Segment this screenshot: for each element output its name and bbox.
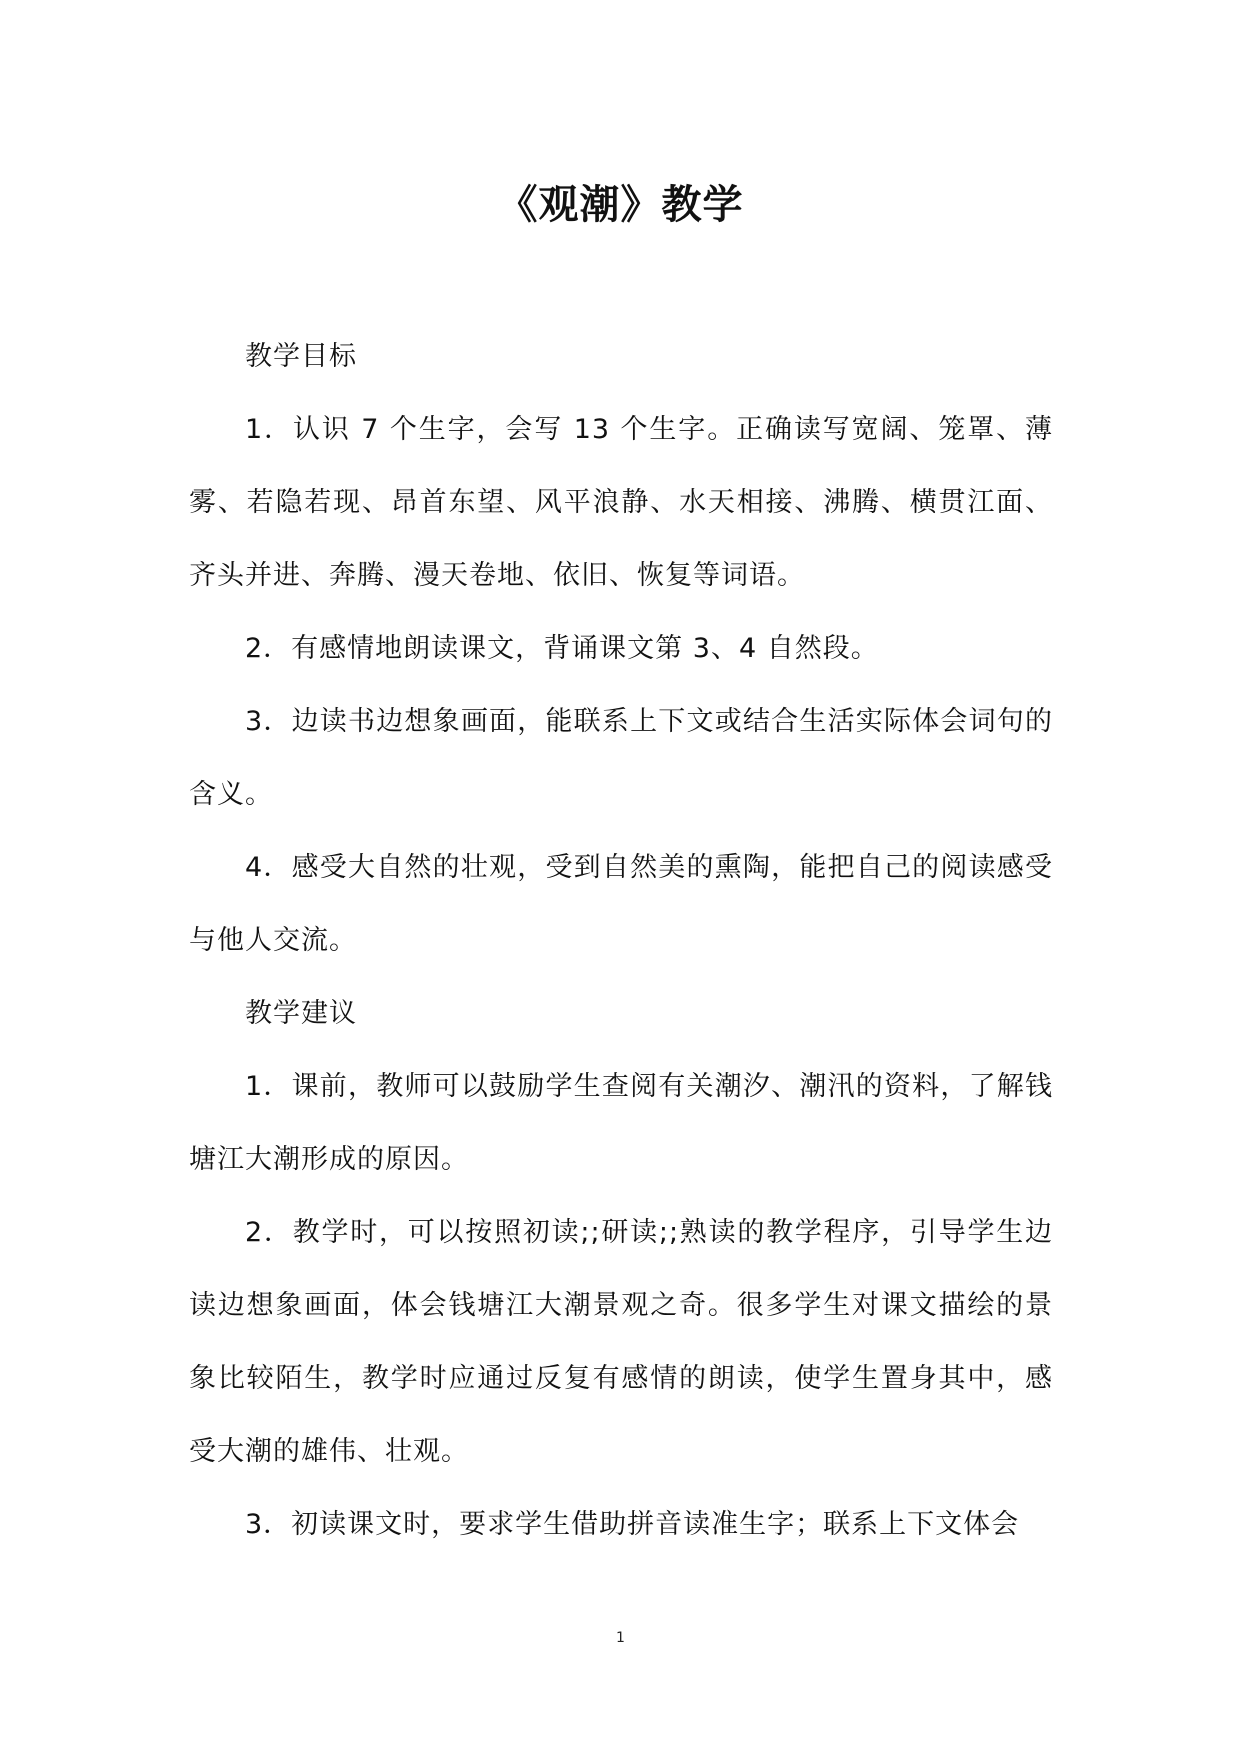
suggestion-item-3: 3．初读课文时，要求学生借助拼音读准生字；联系上下文体会 xyxy=(245,1509,1020,1540)
objective-item-1: 1．认识 7 个生字，会写 13 个生字。正确读写宽阔、笼罩、薄雾、若隐若现、昂首东望、风平浪静、水天相接、沸腾、横贯江面、齐头并进、奔腾、漫天卷地、依旧、恢复等词语。 xyxy=(189,414,1053,591)
objective-item-2: 2．有感情地朗读课文，背诵课文第 3、4 自然段。 xyxy=(245,633,879,664)
section-heading-suggestions: 教学建议 xyxy=(245,998,357,1029)
document-body xyxy=(189,320,1053,1561)
suggestion-item-2: 2．教学时，可以按照初读;;研读;;熟读的教学程序，引导学生边读边想象画面，体会钱塘江大潮景观之奇。很多学生对课文描绘的景象比较陌生，教学时应通过反复有感情的朗读，使学生置身其中，感受大潮的雄伟、壮观。 xyxy=(189,1217,1053,1467)
document-title: 《观潮》教学 xyxy=(497,180,744,228)
page-number: 1 xyxy=(616,1630,625,1646)
section-heading-objectives: 教学目标 xyxy=(245,341,357,372)
objective-item-3: 3．边读书边想象画面，能联系上下文或结合生活实际体会词句的含义。 xyxy=(189,706,1053,810)
objective-item-4: 4．感受大自然的壮观，受到自然美的熏陶，能把自己的阅读感受与他人交流。 xyxy=(189,852,1053,956)
suggestion-item-1: 1．课前，教师可以鼓励学生查阅有关潮汐、潮汛的资料，了解钱塘江大潮形成的原因。 xyxy=(189,1071,1053,1175)
